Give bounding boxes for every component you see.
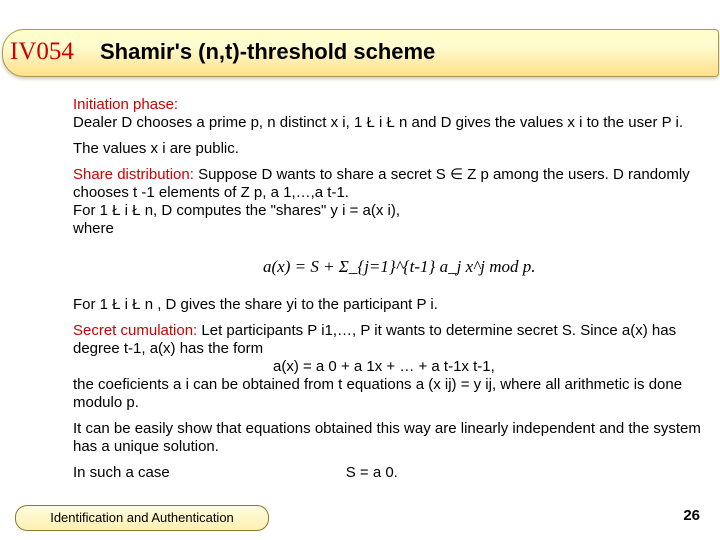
share-text: Suppose D wants to share a secret S ∈ Z p among the users. D randomly chooses t -1 elements of Z p, a 1,…,a t-1.	[73, 166, 690, 201]
slide-content	[73, 96, 708, 482]
values-public-line: The values x i are public.	[73, 140, 239, 157]
polynomial-form: a(x) = a 0 + a 1x + … + a t-1x t-1,	[273, 358, 495, 375]
share-paragraph	[73, 166, 708, 202]
case-text: In such a case	[73, 464, 170, 481]
initiation-label: Initiation phase:	[73, 96, 179, 113]
computes-line: For 1 Ł i Ł n, D computes the "shares" y i = a(x i),	[73, 202, 401, 219]
dealer-line: Dealer D chooses a prime p, n distinct x i, 1 Ł i Ł n and D gives the values x i to the user P i.	[73, 114, 684, 131]
slide-title: Shamir's (n,t)-threshold scheme	[100, 39, 436, 64]
course-code: IV054	[10, 38, 74, 65]
cumulation-paragraph	[73, 322, 708, 358]
gives-share-line: For 1 Ł i Ł n , D gives the share yi to the participant P i.	[73, 296, 438, 313]
page-number: 26	[683, 507, 700, 524]
where-line: where	[73, 220, 114, 237]
share-label: Share distribution:	[73, 166, 194, 183]
footer-label: Identification and Authentication	[15, 505, 269, 531]
cumulation-text: Let participants P i1,…, P it wants to determine secret S. Since a(x) has degree t-1, a(x) has the form	[73, 322, 677, 357]
formula-text: a(x) = S + Σ_{j=1}^{t-1} a_j x^j mod p.	[263, 257, 536, 276]
coefficients-line: the coeficients a i can be obtained from t equations a (x ij) = y ij, where all arithmetic is done modulo p.	[73, 376, 683, 411]
initiation-heading	[73, 96, 708, 114]
cumulation-label: Secret cumulation:	[73, 322, 198, 339]
case-result: S = a 0.	[345, 464, 398, 481]
linear-independence-line: It can be easily show that equations obtained this way are linearly independent and the system has a unique solution.	[73, 420, 701, 455]
case-line	[73, 464, 708, 482]
share-formula	[263, 240, 536, 290]
